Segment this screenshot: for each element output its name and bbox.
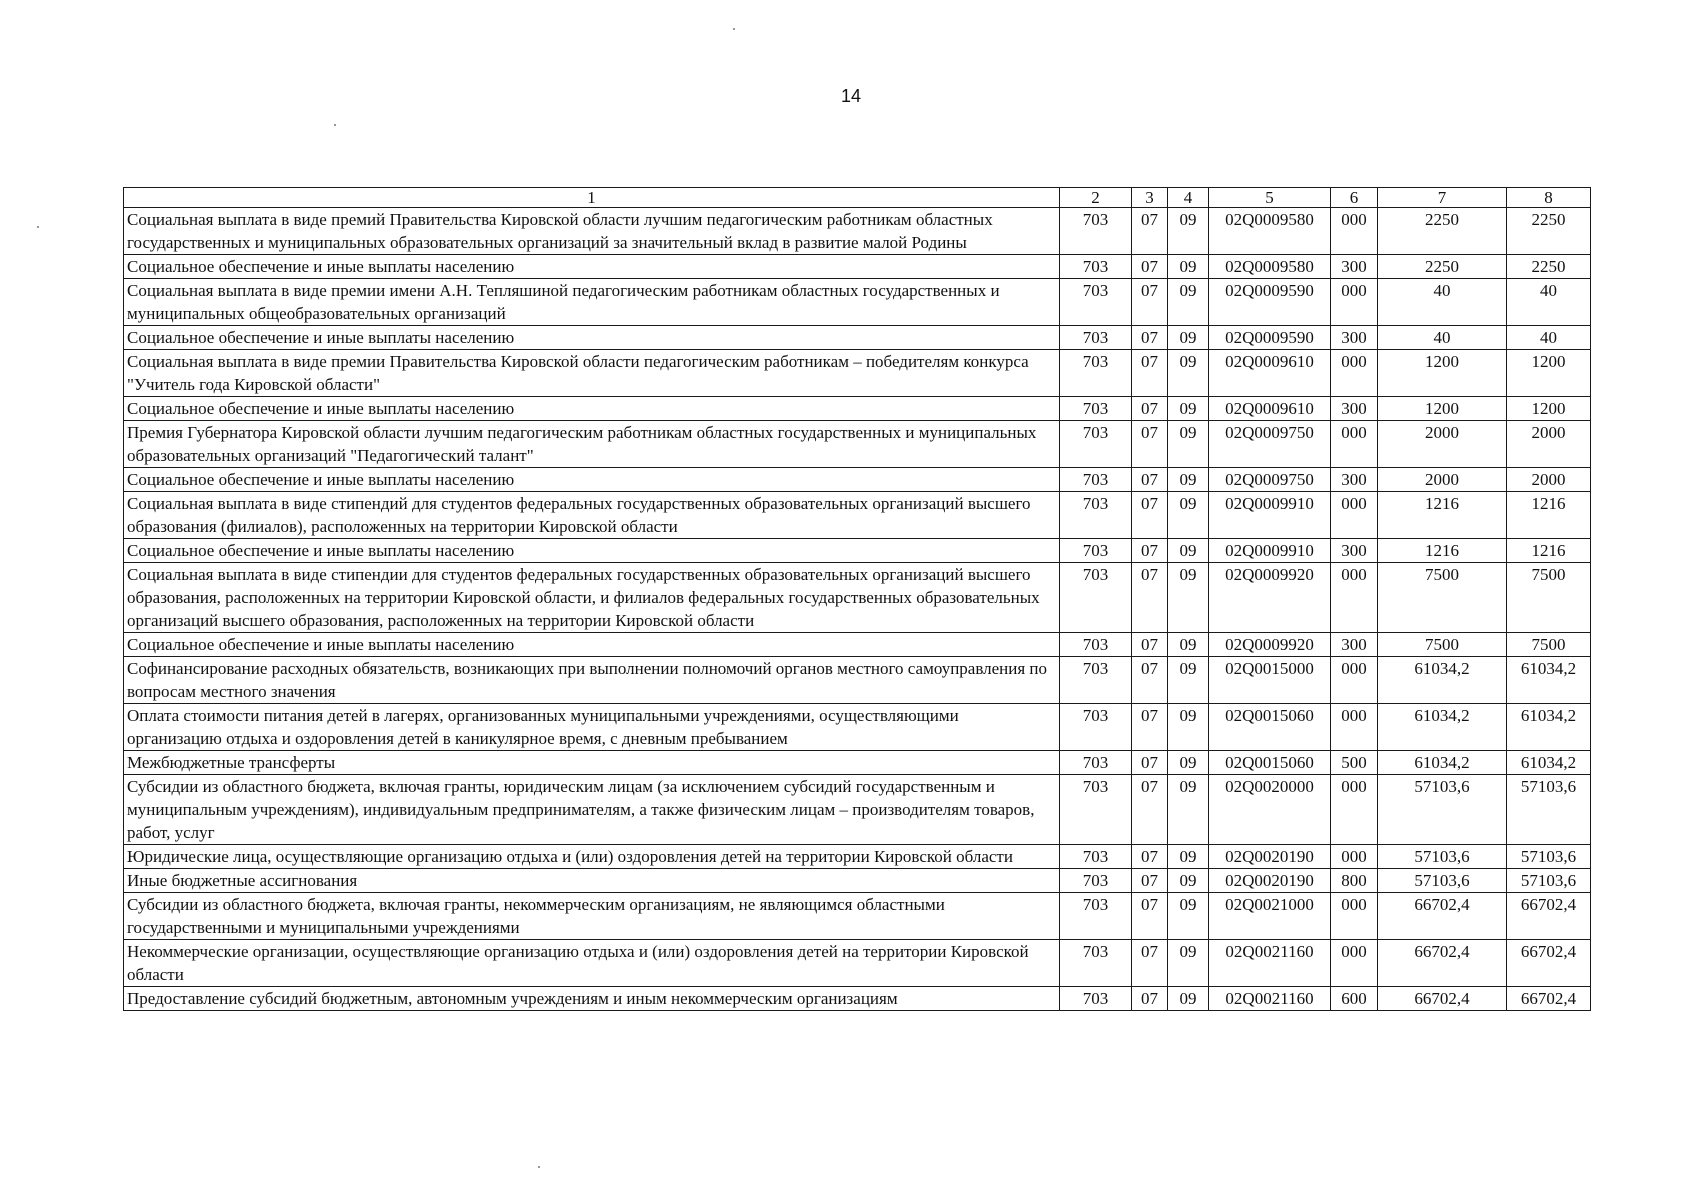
section-code: 07 xyxy=(1132,987,1168,1011)
table-row xyxy=(124,893,1591,940)
scan-speck xyxy=(37,226,39,228)
expense-type-code: 500 xyxy=(1331,751,1378,775)
row-name: Социальная выплата в виде стипендий для студентов федеральных государственных образовательных организаций высшего образования (филиалов), расположенных на территории Кировской области xyxy=(124,492,1060,539)
table-row xyxy=(124,350,1591,397)
ministry-code: 703 xyxy=(1060,563,1132,633)
section-code: 07 xyxy=(1132,775,1168,845)
subsection-code: 09 xyxy=(1168,539,1209,563)
amount-1: 2250 xyxy=(1378,208,1507,255)
column-header-amount-1: 7 xyxy=(1378,188,1507,208)
row-name: Иные бюджетные ассигнования xyxy=(124,869,1060,893)
section-code: 07 xyxy=(1132,940,1168,987)
amount-1: 7500 xyxy=(1378,633,1507,657)
ministry-code: 703 xyxy=(1060,940,1132,987)
column-header-ministry: 2 xyxy=(1060,188,1132,208)
expense-type-code: 300 xyxy=(1331,255,1378,279)
page-number: 14 xyxy=(840,86,862,106)
amount-2: 66702,4 xyxy=(1507,987,1591,1011)
column-header-target-item: 5 xyxy=(1209,188,1331,208)
expense-type-code: 000 xyxy=(1331,775,1378,845)
amount-2: 61034,2 xyxy=(1507,657,1591,704)
section-code: 07 xyxy=(1132,539,1168,563)
target-item-code: 02Q0009910 xyxy=(1209,539,1331,563)
amount-2: 1200 xyxy=(1507,397,1591,421)
target-item-code: 02Q0009580 xyxy=(1209,255,1331,279)
table-row xyxy=(124,421,1591,468)
amount-2: 2000 xyxy=(1507,468,1591,492)
row-name: Социальное обеспечение и иные выплаты населению xyxy=(124,633,1060,657)
table-row xyxy=(124,940,1591,987)
table-row xyxy=(124,397,1591,421)
row-name: Оплата стоимости питания детей в лагерях, организованных муниципальными учреждениями, осуществляющими организацию отдыха и оздоровления детей в каникулярное время, с дневным пребыванием xyxy=(124,704,1060,751)
amount-2: 7500 xyxy=(1507,633,1591,657)
amount-2: 57103,6 xyxy=(1507,775,1591,845)
row-name: Субсидии из областного бюджета, включая гранты, некоммерческим организациям, не являющимся областными государственными и муниципальными учреждениями xyxy=(124,893,1060,940)
section-code: 07 xyxy=(1132,421,1168,468)
ministry-code: 703 xyxy=(1060,869,1132,893)
amount-1: 57103,6 xyxy=(1378,845,1507,869)
amount-2: 66702,4 xyxy=(1507,893,1591,940)
row-name: Социальная выплата в виде стипендии для студентов федеральных государственных образовательных организаций высшего образования, расположенных на территории Кировской области, и филиалов федеральных государственных образовательных организаций высшего образования, расположенных на территории Кировской области xyxy=(124,563,1060,633)
expense-type-code: 000 xyxy=(1331,350,1378,397)
subsection-code: 09 xyxy=(1168,492,1209,539)
amount-1: 2000 xyxy=(1378,468,1507,492)
subsection-code: 09 xyxy=(1168,987,1209,1011)
column-header-expense-type: 6 xyxy=(1331,188,1378,208)
column-header-amount-2: 8 xyxy=(1507,188,1591,208)
ministry-code: 703 xyxy=(1060,633,1132,657)
ministry-code: 703 xyxy=(1060,279,1132,326)
expense-type-code: 800 xyxy=(1331,869,1378,893)
amount-1: 61034,2 xyxy=(1378,657,1507,704)
section-code: 07 xyxy=(1132,751,1168,775)
row-name: Социальное обеспечение и иные выплаты населению xyxy=(124,468,1060,492)
row-name: Социальное обеспечение и иные выплаты населению xyxy=(124,326,1060,350)
row-name: Социальное обеспечение и иные выплаты населению xyxy=(124,255,1060,279)
table-row xyxy=(124,563,1591,633)
row-name: Предоставление субсидий бюджетным, автономным учреждениям и иным некоммерческим организациям xyxy=(124,987,1060,1011)
row-name: Социальная выплата в виде премий Правительства Кировской области лучшим педагогическим работникам областных государственных и муниципальных образовательных организаций за значительный вклад в развитие малой Родины xyxy=(124,208,1060,255)
subsection-code: 09 xyxy=(1168,775,1209,845)
column-header-subsection: 4 xyxy=(1168,188,1209,208)
row-name: Социальное обеспечение и иные выплаты населению xyxy=(124,539,1060,563)
amount-2: 61034,2 xyxy=(1507,704,1591,751)
target-item-code: 02Q0020190 xyxy=(1209,869,1331,893)
table-row xyxy=(124,326,1591,350)
amount-2: 57103,6 xyxy=(1507,845,1591,869)
section-code: 07 xyxy=(1132,492,1168,539)
subsection-code: 09 xyxy=(1168,208,1209,255)
amount-1: 66702,4 xyxy=(1378,893,1507,940)
row-name: Социальное обеспечение и иные выплаты населению xyxy=(124,397,1060,421)
table-body xyxy=(124,208,1591,1011)
section-code: 07 xyxy=(1132,893,1168,940)
expense-type-code: 300 xyxy=(1331,468,1378,492)
section-code: 07 xyxy=(1132,563,1168,633)
amount-2: 1216 xyxy=(1507,492,1591,539)
subsection-code: 09 xyxy=(1168,350,1209,397)
scan-speck xyxy=(733,28,735,30)
target-item-code: 02Q0009920 xyxy=(1209,563,1331,633)
amount-1: 61034,2 xyxy=(1378,751,1507,775)
table-row xyxy=(124,704,1591,751)
section-code: 07 xyxy=(1132,255,1168,279)
ministry-code: 703 xyxy=(1060,704,1132,751)
expense-type-code: 000 xyxy=(1331,704,1378,751)
amount-1: 2000 xyxy=(1378,421,1507,468)
expense-type-code: 000 xyxy=(1331,657,1378,704)
table-row xyxy=(124,539,1591,563)
target-item-code: 02Q0015060 xyxy=(1209,751,1331,775)
expense-type-code: 000 xyxy=(1331,492,1378,539)
budget-table-container xyxy=(123,187,1590,1011)
expense-type-code: 000 xyxy=(1331,208,1378,255)
ministry-code: 703 xyxy=(1060,397,1132,421)
target-item-code: 02Q0009910 xyxy=(1209,492,1331,539)
subsection-code: 09 xyxy=(1168,869,1209,893)
row-name: Некоммерческие организации, осуществляющие организацию отдыха и (или) оздоровления детей на территории Кировской области xyxy=(124,940,1060,987)
amount-2: 1200 xyxy=(1507,350,1591,397)
ministry-code: 703 xyxy=(1060,539,1132,563)
table-row xyxy=(124,492,1591,539)
table-row xyxy=(124,845,1591,869)
ministry-code: 703 xyxy=(1060,255,1132,279)
subsection-code: 09 xyxy=(1168,279,1209,326)
target-item-code: 02Q0009610 xyxy=(1209,397,1331,421)
amount-1: 1200 xyxy=(1378,350,1507,397)
ministry-code: 703 xyxy=(1060,492,1132,539)
ministry-code: 703 xyxy=(1060,775,1132,845)
expense-type-code: 300 xyxy=(1331,633,1378,657)
scan-speck xyxy=(538,1166,540,1168)
row-name: Межбюджетные трансферты xyxy=(124,751,1060,775)
ministry-code: 703 xyxy=(1060,893,1132,940)
table-row xyxy=(124,633,1591,657)
expense-type-code: 000 xyxy=(1331,940,1378,987)
section-code: 07 xyxy=(1132,869,1168,893)
subsection-code: 09 xyxy=(1168,845,1209,869)
ministry-code: 703 xyxy=(1060,657,1132,704)
table-row xyxy=(124,987,1591,1011)
amount-1: 2250 xyxy=(1378,255,1507,279)
row-name: Субсидии из областного бюджета, включая гранты, юридическим лицам (за исключением субсидий государственным и муниципальным учреждениям), индивидуальным предпринимателям, а также физическим лицам – производителям товаров, работ, услуг xyxy=(124,775,1060,845)
section-code: 07 xyxy=(1132,279,1168,326)
row-name: Социальная выплата в виде премии Правительства Кировской области педагогическим работникам – победителям конкурса "Учитель года Кировской области" xyxy=(124,350,1060,397)
expense-type-code: 000 xyxy=(1331,893,1378,940)
table-row xyxy=(124,279,1591,326)
amount-2: 40 xyxy=(1507,326,1591,350)
expense-type-code: 300 xyxy=(1331,539,1378,563)
amount-2: 40 xyxy=(1507,279,1591,326)
amount-2: 61034,2 xyxy=(1507,751,1591,775)
table-row xyxy=(124,468,1591,492)
section-code: 07 xyxy=(1132,397,1168,421)
row-name: Юридические лица, осуществляющие организацию отдыха и (или) оздоровления детей на территории Кировской области xyxy=(124,845,1060,869)
row-name: Социальная выплата в виде премии имени А.Н. Тепляшиной педагогическим работникам областных государственных и муниципальных общеобразовательных организаций xyxy=(124,279,1060,326)
ministry-code: 703 xyxy=(1060,751,1132,775)
expense-type-code: 000 xyxy=(1331,563,1378,633)
expense-type-code: 300 xyxy=(1331,397,1378,421)
target-item-code: 02Q0009590 xyxy=(1209,326,1331,350)
amount-1: 66702,4 xyxy=(1378,940,1507,987)
ministry-code: 703 xyxy=(1060,468,1132,492)
amount-2: 2250 xyxy=(1507,255,1591,279)
subsection-code: 09 xyxy=(1168,633,1209,657)
subsection-code: 09 xyxy=(1168,940,1209,987)
subsection-code: 09 xyxy=(1168,704,1209,751)
column-header-name: 1 xyxy=(124,188,1060,208)
section-code: 07 xyxy=(1132,657,1168,704)
subsection-code: 09 xyxy=(1168,421,1209,468)
amount-2: 66702,4 xyxy=(1507,940,1591,987)
amount-1: 40 xyxy=(1378,279,1507,326)
column-header-section: 3 xyxy=(1132,188,1168,208)
amount-1: 1200 xyxy=(1378,397,1507,421)
section-code: 07 xyxy=(1132,845,1168,869)
subsection-code: 09 xyxy=(1168,326,1209,350)
section-code: 07 xyxy=(1132,633,1168,657)
amount-1: 7500 xyxy=(1378,563,1507,633)
target-item-code: 02Q0015060 xyxy=(1209,704,1331,751)
target-item-code: 02Q0015000 xyxy=(1209,657,1331,704)
row-name: Софинансирование расходных обязательств, возникающих при выполнении полномочий органов местного самоуправления по вопросам местного значения xyxy=(124,657,1060,704)
section-code: 07 xyxy=(1132,350,1168,397)
section-code: 07 xyxy=(1132,326,1168,350)
target-item-code: 02Q0020190 xyxy=(1209,845,1331,869)
target-item-code: 02Q0009610 xyxy=(1209,350,1331,397)
section-code: 07 xyxy=(1132,704,1168,751)
amount-1: 61034,2 xyxy=(1378,704,1507,751)
subsection-code: 09 xyxy=(1168,255,1209,279)
target-item-code: 02Q0009580 xyxy=(1209,208,1331,255)
expense-type-code: 600 xyxy=(1331,987,1378,1011)
amount-1: 1216 xyxy=(1378,492,1507,539)
amount-2: 2000 xyxy=(1507,421,1591,468)
subsection-code: 09 xyxy=(1168,657,1209,704)
subsection-code: 09 xyxy=(1168,468,1209,492)
ministry-code: 703 xyxy=(1060,421,1132,468)
scan-speck xyxy=(334,124,336,126)
amount-1: 57103,6 xyxy=(1378,775,1507,845)
target-item-code: 02Q0021000 xyxy=(1209,893,1331,940)
amount-2: 7500 xyxy=(1507,563,1591,633)
table-row xyxy=(124,255,1591,279)
subsection-code: 09 xyxy=(1168,397,1209,421)
table-row xyxy=(124,775,1591,845)
target-item-code: 02Q0009920 xyxy=(1209,633,1331,657)
target-item-code: 02Q0009590 xyxy=(1209,279,1331,326)
subsection-code: 09 xyxy=(1168,563,1209,633)
row-name: Премия Губернатора Кировской области лучшим педагогическим работникам областных государственных и муниципальных образовательных организаций "Педагогический талант" xyxy=(124,421,1060,468)
target-item-code: 02Q0021160 xyxy=(1209,940,1331,987)
table-row xyxy=(124,657,1591,704)
target-item-code: 02Q0020000 xyxy=(1209,775,1331,845)
expense-type-code: 000 xyxy=(1331,421,1378,468)
subsection-code: 09 xyxy=(1168,751,1209,775)
amount-2: 57103,6 xyxy=(1507,869,1591,893)
amount-1: 66702,4 xyxy=(1378,987,1507,1011)
expense-type-code: 000 xyxy=(1331,845,1378,869)
expense-type-code: 300 xyxy=(1331,326,1378,350)
section-code: 07 xyxy=(1132,468,1168,492)
section-code: 07 xyxy=(1132,208,1168,255)
amount-1: 57103,6 xyxy=(1378,869,1507,893)
amount-1: 40 xyxy=(1378,326,1507,350)
table-row xyxy=(124,751,1591,775)
header-row xyxy=(124,188,1591,208)
table-row xyxy=(124,869,1591,893)
target-item-code: 02Q0021160 xyxy=(1209,987,1331,1011)
target-item-code: 02Q0009750 xyxy=(1209,421,1331,468)
ministry-code: 703 xyxy=(1060,208,1132,255)
ministry-code: 703 xyxy=(1060,845,1132,869)
ministry-code: 703 xyxy=(1060,326,1132,350)
amount-2: 1216 xyxy=(1507,539,1591,563)
target-item-code: 02Q0009750 xyxy=(1209,468,1331,492)
expense-type-code: 000 xyxy=(1331,279,1378,326)
budget-table xyxy=(123,187,1591,1011)
subsection-code: 09 xyxy=(1168,893,1209,940)
ministry-code: 703 xyxy=(1060,350,1132,397)
amount-2: 2250 xyxy=(1507,208,1591,255)
table-row xyxy=(124,208,1591,255)
amount-1: 1216 xyxy=(1378,539,1507,563)
ministry-code: 703 xyxy=(1060,987,1132,1011)
